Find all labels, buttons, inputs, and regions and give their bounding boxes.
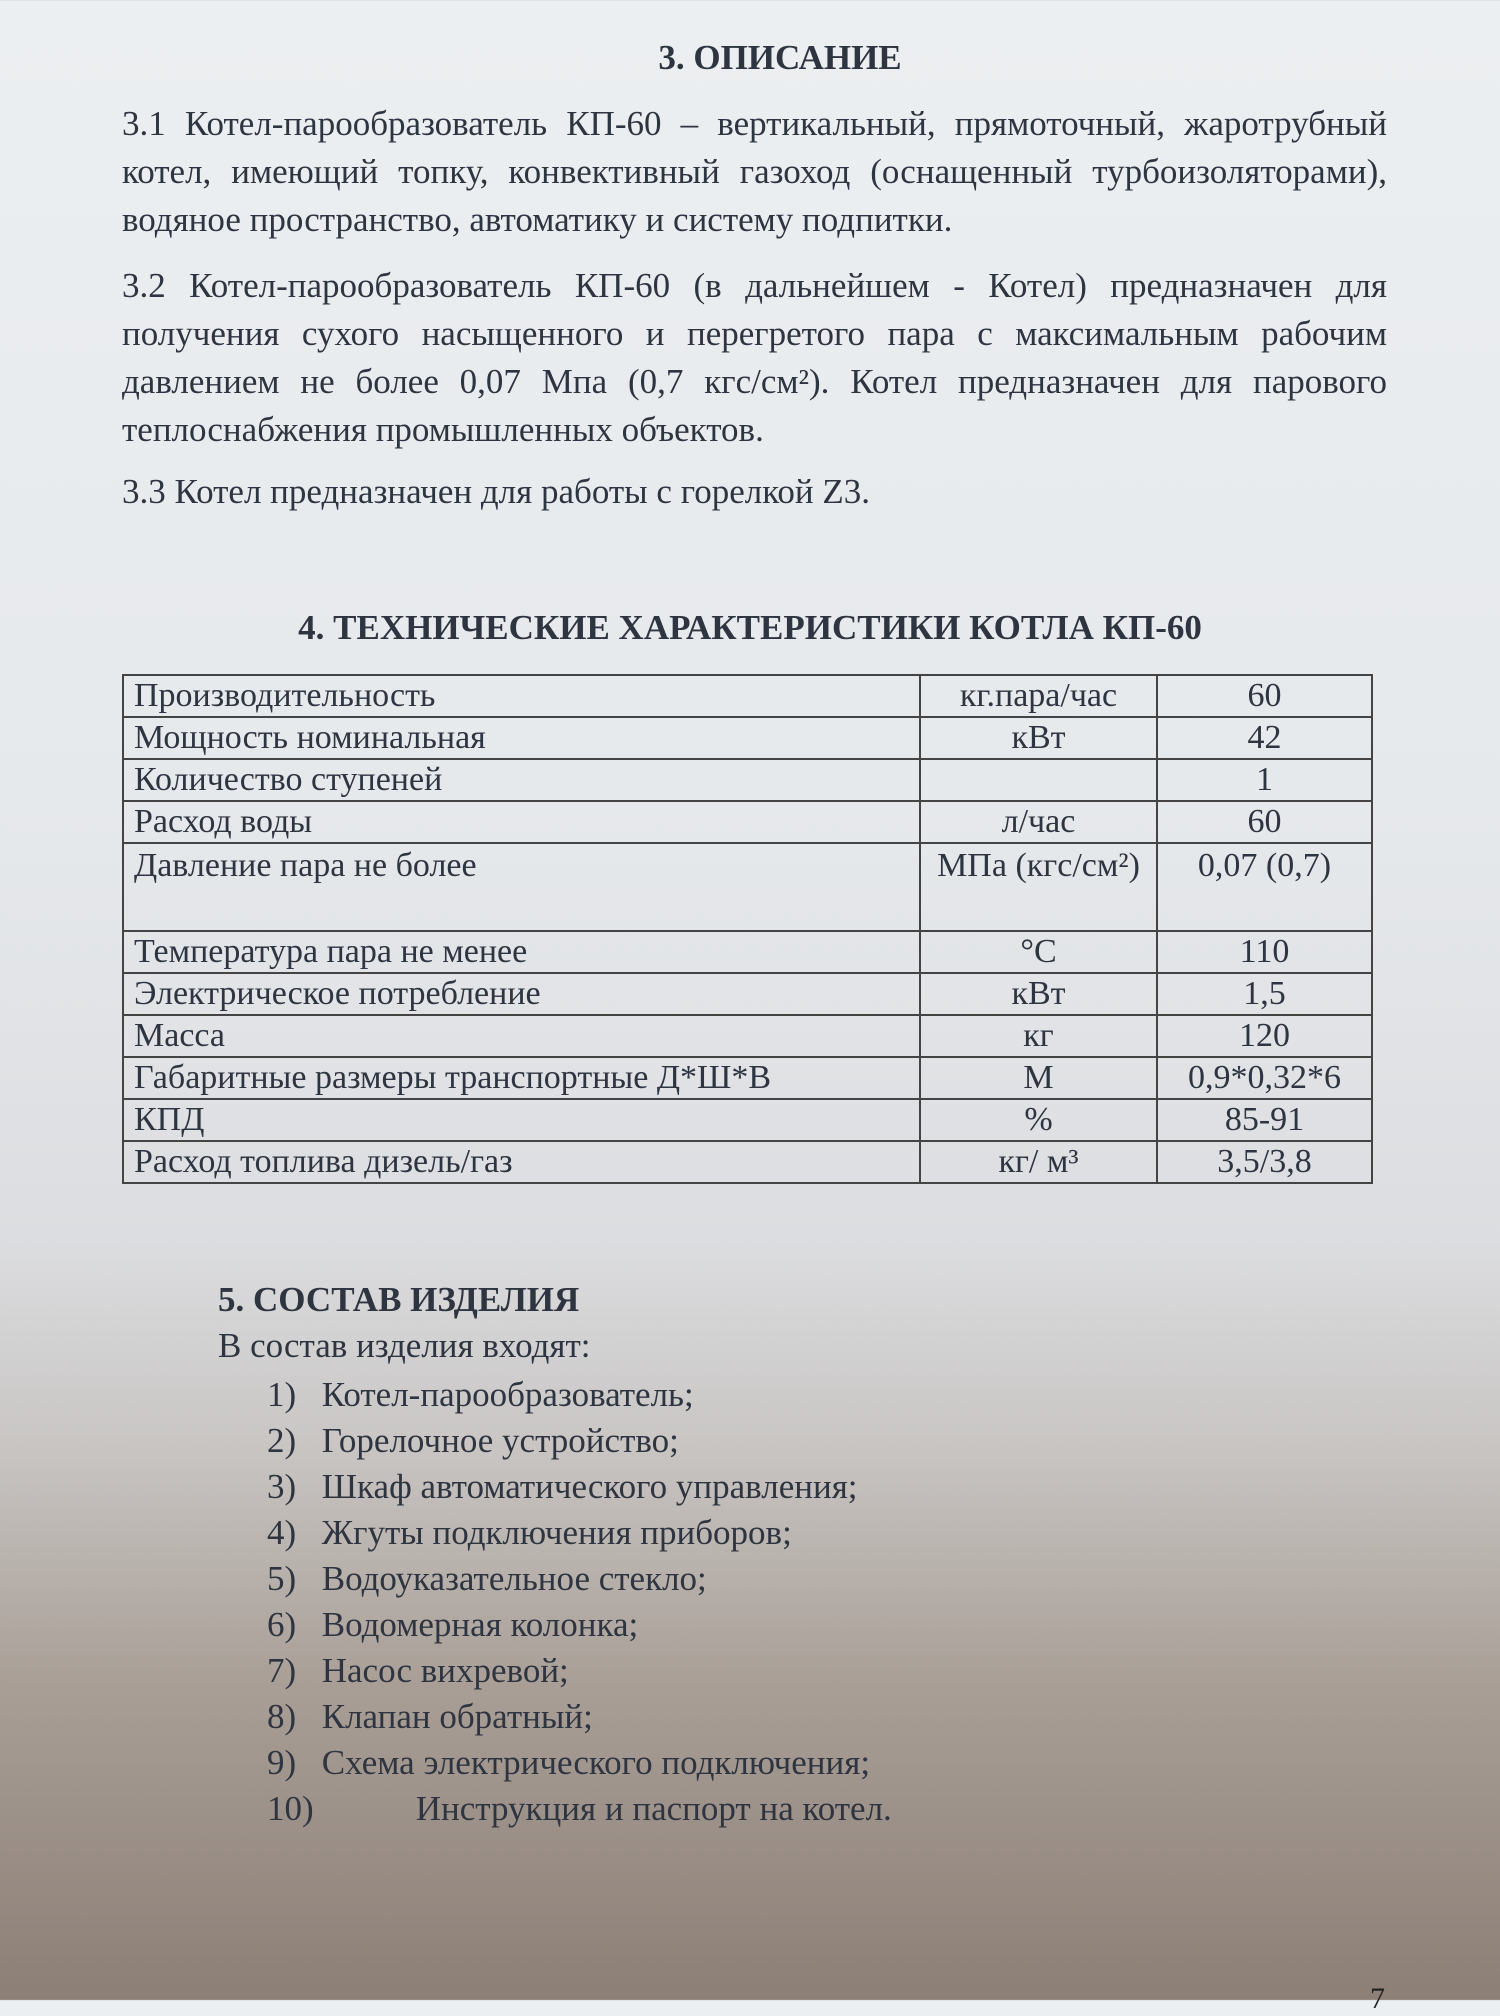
value-cell: 60 (1157, 801, 1372, 843)
table-row (123, 843, 1372, 931)
table-row (123, 1099, 1372, 1141)
list-item-text: Инструкция и паспорт на котел. (415, 1789, 892, 1828)
list-item-number: 10) (267, 1789, 314, 1828)
unit-cell: °С (920, 931, 1157, 973)
value-cell: 1 (1157, 759, 1372, 801)
list-item-text: Шкаф автоматического управления; (321, 1467, 858, 1506)
param-cell: Масса (123, 1015, 920, 1057)
list-item-number: 2) (267, 1421, 297, 1460)
list-item-text: Клапан обратный; (321, 1697, 593, 1736)
table-row (123, 973, 1372, 1015)
list-item-number: 9) (267, 1743, 297, 1782)
paragraph-3-2: 3.2 Котел-парообразователь КП-60 (в дальнейшем - Котел) предназначен для получения сухого насыщенного и перегретого пара с максимальным рабочим давлением не более 0,07 Мпа (0,7 кгс/см²). Котел предназначен для парового теплоснабжения промышленных объектов. (122, 266, 1387, 449)
list-item-text: Горелочное устройство; (321, 1421, 679, 1460)
paragraph-3-1: 3.1 Котел-парообразователь КП-60 – вертикальный, прямоточный, жаротрубный котел, имеющий топку, конвективный газоход (оснащенный турбоизоляторами), водяное пространство, автоматику и систему подпитки. (122, 104, 1387, 239)
param-cell: Расход воды (123, 801, 920, 843)
param-cell: Количество ступеней (123, 759, 920, 801)
list-item (267, 1786, 892, 1832)
list-item (267, 1602, 892, 1648)
param-cell: Температура пара не менее (123, 931, 920, 973)
table-row (123, 1015, 1372, 1057)
param-cell: Производительность (123, 675, 920, 717)
table-row (123, 1057, 1372, 1099)
unit-cell: кг/ м³ (920, 1141, 1157, 1183)
table-row (123, 931, 1372, 973)
table-row (123, 801, 1372, 843)
unit-cell: МПа (кгс/см²) (920, 843, 1157, 931)
param-cell: Расход топлива дизель/газ (123, 1141, 920, 1183)
unit-cell: М (920, 1057, 1157, 1099)
value-cell: 0,07 (0,7) (1157, 843, 1372, 931)
value-cell: 85-91 (1157, 1099, 1372, 1141)
value-cell: 110 (1157, 931, 1372, 973)
specs-table (122, 674, 1373, 1184)
unit-cell: кВт (920, 973, 1157, 1015)
value-cell: 42 (1157, 717, 1372, 759)
section-5-heading: 5. СОСТАВ ИЗДЕЛИЯ (218, 1280, 580, 1319)
value-cell: 60 (1157, 675, 1372, 717)
param-cell: Габаритные размеры транспортные Д*Ш*В (123, 1057, 920, 1099)
list-item (267, 1694, 892, 1740)
list-item-number: 7) (267, 1651, 297, 1690)
unit-cell: кг (920, 1015, 1157, 1057)
list-item-number: 8) (267, 1697, 297, 1736)
value-cell: 0,9*0,32*6 (1157, 1057, 1372, 1099)
unit-cell: кВт (920, 717, 1157, 759)
list-item (267, 1418, 892, 1464)
unit-cell: % (920, 1099, 1157, 1141)
list-item-number: 3) (267, 1467, 297, 1506)
list-item-text: Насос вихревой; (321, 1651, 569, 1690)
table-row (123, 759, 1372, 801)
param-cell: Электрическое потребление (123, 973, 920, 1015)
table-row (123, 717, 1372, 759)
table-row (123, 675, 1372, 717)
list-item (267, 1648, 892, 1694)
list-item (267, 1510, 892, 1556)
page-number: 7 (1370, 1982, 1385, 2015)
list-item-text: Водоуказательное стекло; (321, 1559, 707, 1598)
list-item (267, 1372, 892, 1418)
list-item-number: 5) (267, 1559, 297, 1598)
list-item (267, 1556, 892, 1602)
table-row (123, 1141, 1372, 1183)
list-item (267, 1740, 892, 1786)
value-cell: 3,5/3,8 (1157, 1141, 1372, 1183)
list-item-number: 1) (267, 1375, 297, 1414)
list-item-number: 4) (267, 1513, 297, 1552)
section-5-intro: В состав изделия входят: (218, 1326, 591, 1365)
param-cell: Давление пара не более (123, 843, 920, 931)
value-cell: 1,5 (1157, 973, 1372, 1015)
param-cell: Мощность номинальная (123, 717, 920, 759)
list-item-text: Схема электрического подключения; (321, 1743, 871, 1782)
list-item-number: 6) (267, 1605, 297, 1644)
list-item (267, 1464, 892, 1510)
param-cell: КПД (123, 1099, 920, 1141)
unit-cell (920, 759, 1157, 801)
list-item-text: Котел-парообразователь; (321, 1375, 694, 1414)
unit-cell: л/час (920, 801, 1157, 843)
unit-cell: кг.пара/час (920, 675, 1157, 717)
list-item-text: Водомерная колонка; (321, 1605, 639, 1644)
paragraph-3-3: 3.3 Котел предназначен для работы с горелкой Z3. (122, 472, 871, 511)
components-list (267, 1372, 892, 1832)
value-cell: 120 (1157, 1015, 1372, 1057)
section-3-heading: 3. ОПИСАНИЕ (658, 38, 902, 77)
section-4-heading: 4. ТЕХНИЧЕСКИЕ ХАРАКТЕРИСТИКИ КОТЛА КП-60 (298, 608, 1202, 647)
list-item-text: Жгуты подключения приборов; (321, 1513, 792, 1552)
